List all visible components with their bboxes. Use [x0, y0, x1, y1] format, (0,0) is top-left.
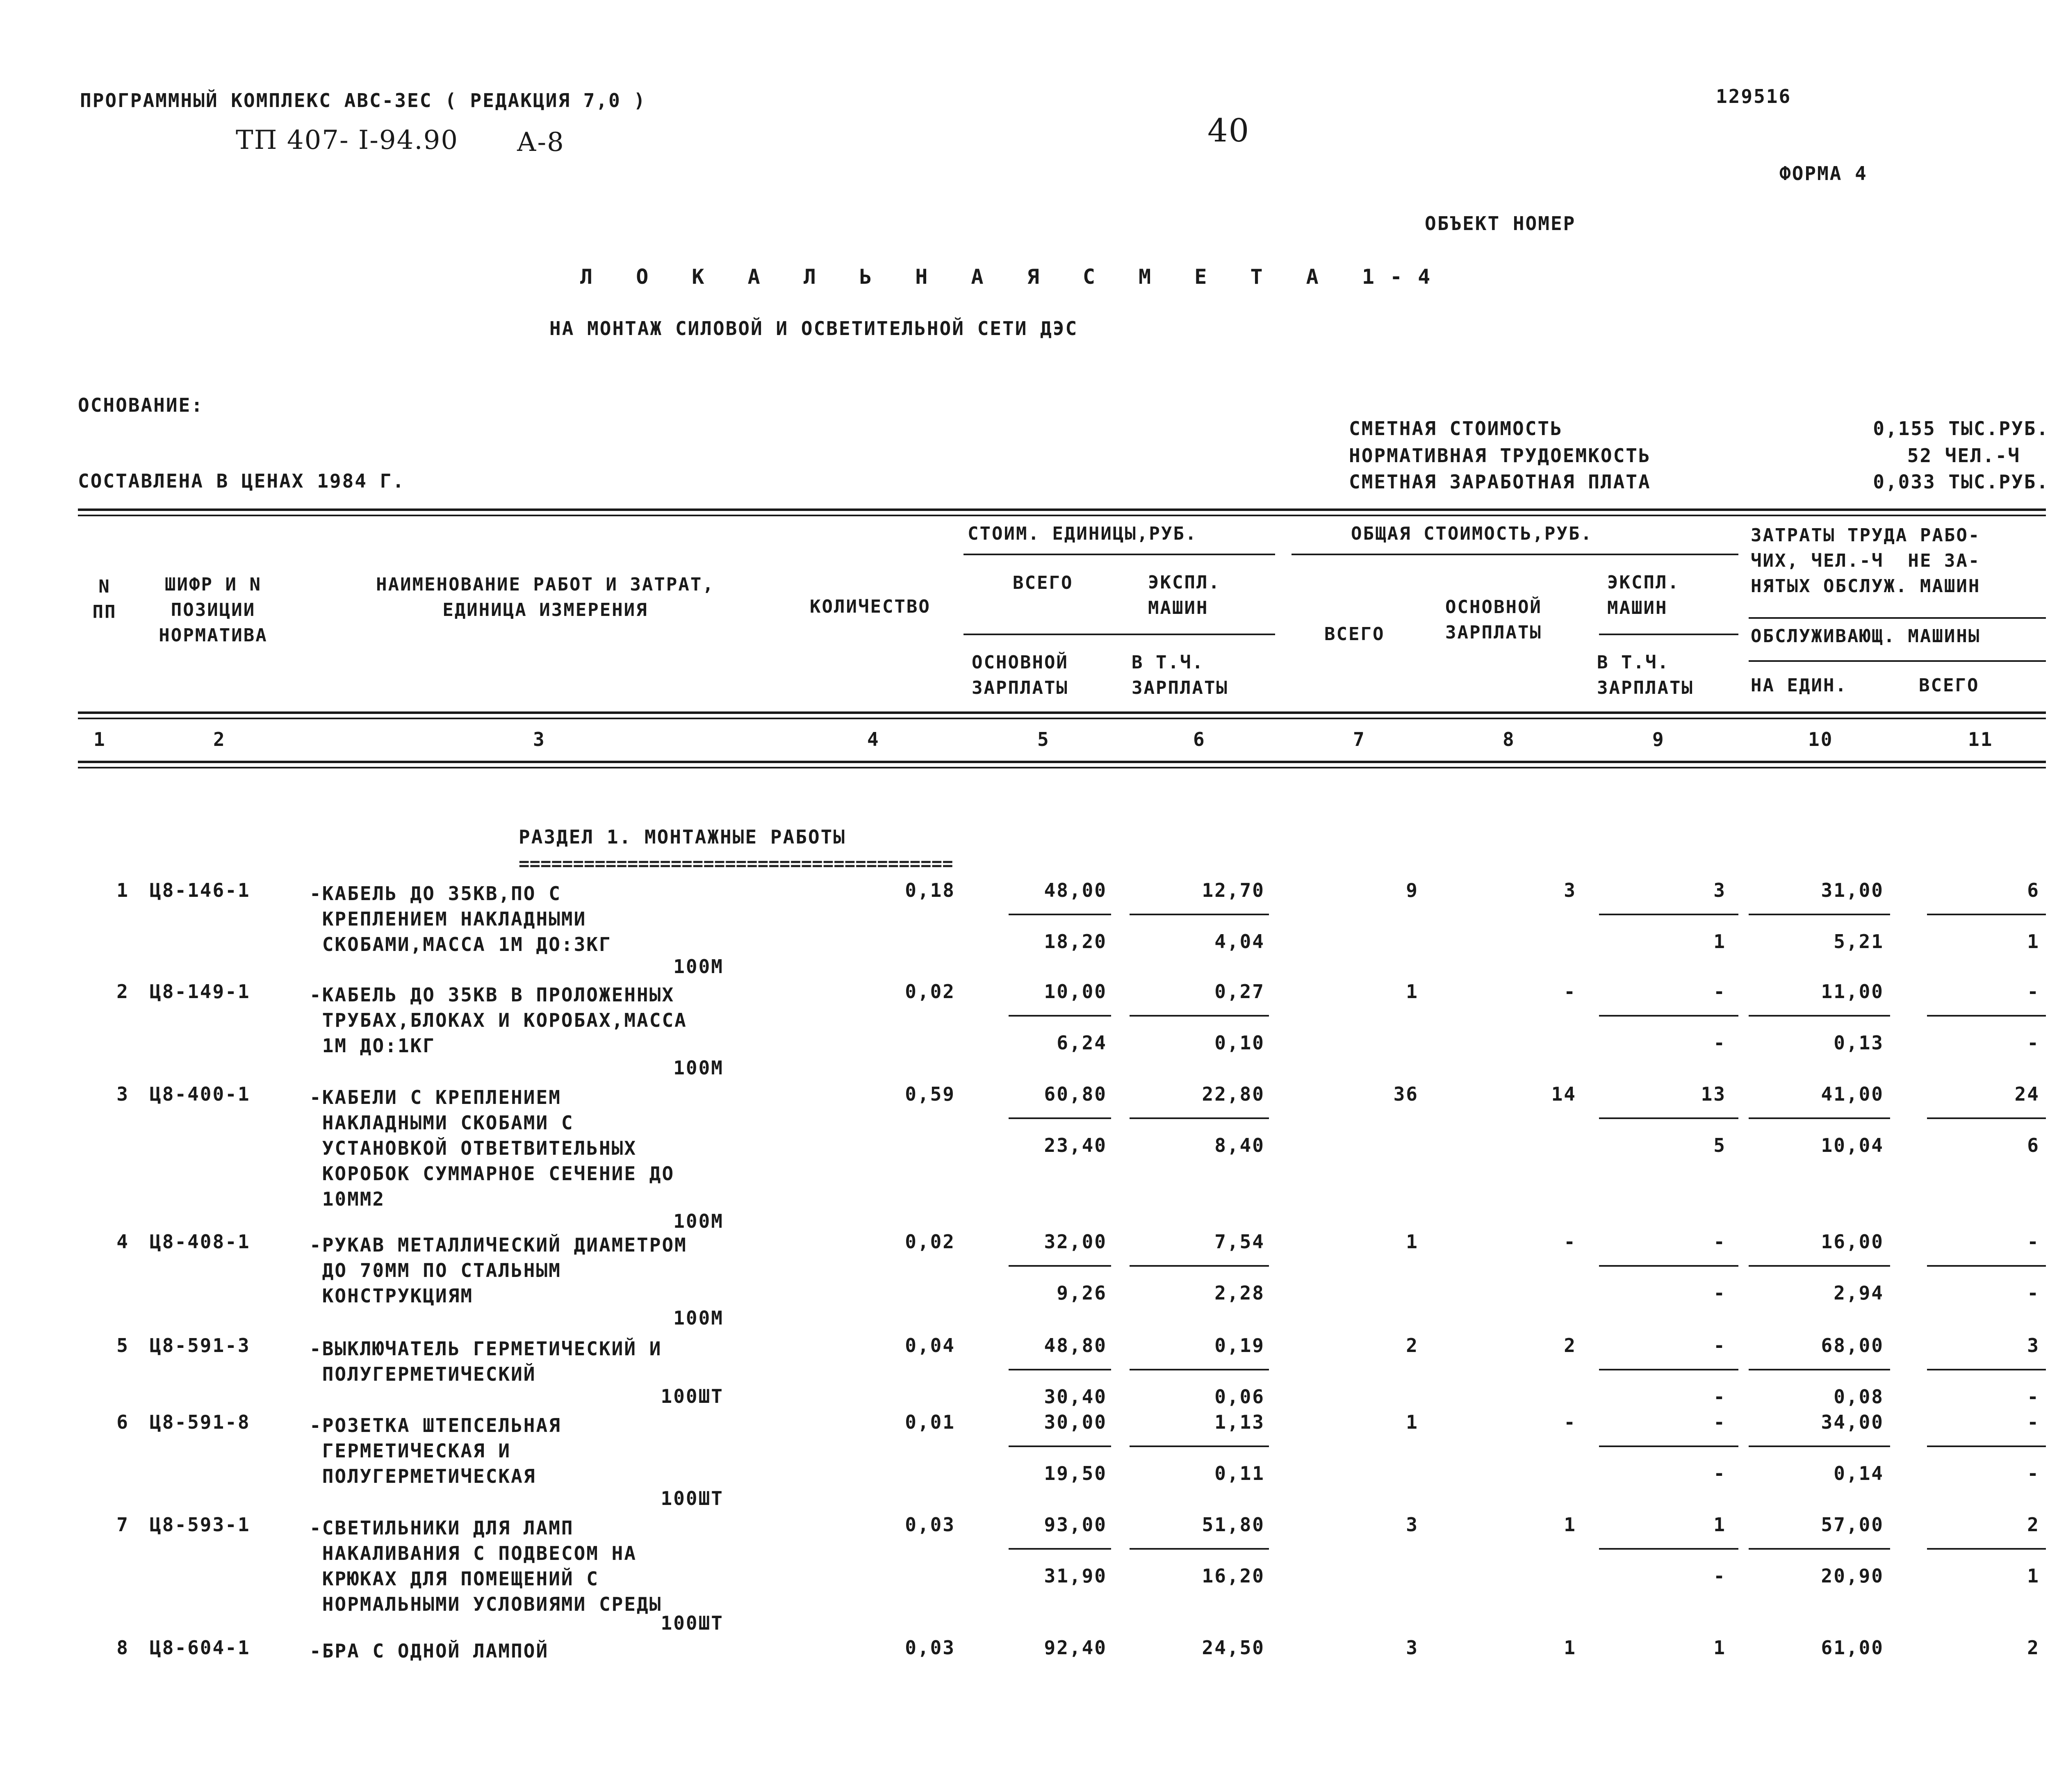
row-unit-wage: 30,40 — [1044, 1386, 1107, 1408]
cell-divider — [1130, 914, 1269, 915]
row-code: Ц8-591-8 — [150, 1411, 251, 1433]
summary-value: 0,155 ТЫС.РУБ. — [1873, 417, 2049, 440]
row-unit-total: 48,00 — [1044, 879, 1107, 901]
row-labor-unit: 11,00 — [1821, 980, 1884, 1003]
cell-divider — [1927, 1015, 2046, 1017]
basis-label: ОСНОВАНИЕ: — [78, 394, 204, 416]
row-total-wage: 3 — [1564, 879, 1576, 901]
col-header-total-incl-wage: В Т.Ч. ЗАРПЛАТЫ — [1597, 652, 1694, 698]
col-header-number: N ПП — [92, 576, 117, 622]
row-unit-total: 30,00 — [1044, 1411, 1107, 1433]
row-total-incl-wage: - — [1713, 1462, 1726, 1484]
numbers-bottom-rule — [78, 767, 2046, 768]
row-quantity: 0,18 — [905, 879, 955, 901]
row-code: Ц8-591-3 — [150, 1334, 251, 1357]
col-header-total-cost: ОБЩАЯ СТОИМОСТЬ,РУБ. — [1351, 523, 1593, 544]
row-number: 7 — [116, 1514, 129, 1536]
cell-divider — [1927, 1265, 2046, 1267]
row-labor-total-2: - — [2027, 1462, 2040, 1484]
row-unit-incl-wage: 2,28 — [1214, 1282, 1265, 1304]
row-labor-total-2: 1 — [2027, 930, 2040, 953]
row-quantity: 0,59 — [905, 1083, 955, 1105]
row-unit-total: 32,00 — [1044, 1231, 1107, 1253]
row-total-all: 36 — [1393, 1083, 1419, 1105]
row-unit-wage: 18,20 — [1044, 930, 1107, 953]
row-name: -КАБЕЛЬ ДО 35КВ,ПО С КРЕПЛЕНИЕМ НАКЛАДНЫМИ СКОБАМИ,МАССА 1М ДО:3КГ — [310, 882, 612, 955]
section-underline: ======================================== — [519, 853, 953, 874]
row-unit-incl-wage: 0,11 — [1214, 1462, 1265, 1484]
row-code: Ц8-604-1 — [150, 1637, 251, 1659]
row-total-wage: - — [1564, 1231, 1576, 1253]
numbers-bottom-rule — [78, 761, 2046, 763]
row-total-machines: 1 — [1713, 1514, 1726, 1536]
cell-divider — [1749, 914, 1890, 915]
row-total-wage: 14 — [1551, 1083, 1576, 1105]
row-quantity: 0,04 — [905, 1334, 955, 1357]
summary-value: 52 ЧЕЛ.-Ч — [1907, 445, 2020, 467]
row-number: 2 — [116, 980, 129, 1003]
col-header-unit-wage: ОСНОВНОЙ ЗАРПЛАТЫ — [972, 652, 1068, 698]
row-total-wage: 1 — [1564, 1514, 1576, 1536]
row-labor-unit-2: 10,04 — [1821, 1134, 1884, 1156]
header-bottom-rule — [78, 718, 2046, 719]
summary-label: СМЕТНАЯ СТОИМОСТЬ — [1349, 417, 1563, 440]
row-name: -КАБЕЛИ С КРЕПЛЕНИЕМ НАКЛАДНЫМИ СКОБАМИ С УСТАНОВКОЙ ОТВЕТВИТЕЛЬНЫХ КОРОБОК СУММАРНОЕ СЕЧЕНИЕ ДО 10ММ2 — [310, 1086, 675, 1210]
row-number: 4 — [116, 1231, 129, 1253]
row-total-machines: - — [1713, 1411, 1726, 1433]
column-number: 1 — [93, 728, 106, 750]
row-labor-total-2: 6 — [2027, 1134, 2040, 1156]
row-total-incl-wage: 1 — [1713, 930, 1726, 953]
cell-divider — [1927, 1369, 2046, 1370]
row-total-all: 3 — [1406, 1637, 1419, 1659]
row-labor-total: 2 — [2027, 1514, 2040, 1536]
row-labor-total: 6 — [2027, 879, 2040, 901]
row-labor-total: - — [2027, 1411, 2040, 1433]
row-total-machines: - — [1713, 980, 1726, 1003]
row-unit-machines: 0,27 — [1214, 980, 1265, 1003]
row-labor-unit-2: 5,21 — [1834, 930, 1884, 953]
row-labor-total-2: - — [2027, 1282, 2040, 1304]
row-unit: 100ШТ — [661, 1612, 724, 1634]
col-header-unit-incl-wage: В Т.Ч. ЗАРПЛАТЫ — [1132, 652, 1228, 698]
cell-divider — [1009, 1117, 1111, 1119]
row-total-incl-wage: - — [1713, 1386, 1726, 1408]
row-labor-total: 24 — [2014, 1083, 2040, 1105]
row-unit-incl-wage: 16,20 — [1202, 1565, 1265, 1587]
row-total-incl-wage: - — [1713, 1032, 1726, 1054]
cell-divider — [1599, 1369, 1738, 1370]
summary-label: СМЕТНАЯ ЗАРАБОТНАЯ ПЛАТА — [1349, 471, 1651, 493]
row-code: Ц8-408-1 — [150, 1231, 251, 1253]
album-code: А-8 — [517, 127, 565, 157]
col-header-total-machines: ЭКСПЛ. МАШИН — [1607, 572, 1680, 618]
row-unit-machines: 12,70 — [1202, 879, 1265, 901]
cell-divider — [1749, 1548, 1890, 1550]
row-code: Ц8-149-1 — [150, 980, 251, 1003]
row-unit-machines: 24,50 — [1202, 1637, 1265, 1659]
row-labor-unit: 61,00 — [1821, 1637, 1884, 1659]
program-line: ПРОГРАММНЫЙ КОМПЛЕКС АВС-ЗЕС ( РЕДАКЦИЯ 7,0 ) — [80, 89, 647, 112]
row-total-machines: - — [1713, 1231, 1726, 1253]
page-title: Л О К А Л Ь Н А Я С М Е Т А 1-4 — [580, 265, 1446, 289]
row-unit-machines: 22,80 — [1202, 1083, 1265, 1105]
row-unit-total: 48,80 — [1044, 1334, 1107, 1357]
row-labor-total: - — [2027, 980, 2040, 1003]
row-unit-machines: 1,13 — [1214, 1411, 1265, 1433]
column-number: 7 — [1353, 728, 1366, 750]
row-total-wage: - — [1564, 1411, 1576, 1433]
header-bottom-rule — [78, 711, 2046, 714]
row-unit-total: 92,40 — [1044, 1637, 1107, 1659]
cell-divider — [1130, 1015, 1269, 1017]
row-unit-incl-wage: 4,04 — [1214, 930, 1265, 953]
rule — [963, 554, 1275, 555]
row-name: -РОЗЕТКА ШТЕПСЕЛЬНАЯ ГЕРМЕТИЧЕСКАЯ И ПОЛУГЕРМЕТИЧЕСКАЯ — [310, 1414, 561, 1487]
row-name: -СВЕТИЛЬНИКИ ДЛЯ ЛАМП НАКАЛИВАНИЯ С ПОДВЕСОМ НА КРЮКАХ ДЛЯ ПОМЕЩЕНИЙ С НОРМАЛЬНЫМИ УСЛОВИЯМИ СРЕДЫ — [310, 1517, 662, 1615]
row-code: Ц8-146-1 — [150, 879, 251, 901]
row-labor-unit: 57,00 — [1821, 1514, 1884, 1536]
row-number: 5 — [116, 1334, 129, 1357]
cell-divider — [1130, 1445, 1269, 1447]
row-unit-wage: 23,40 — [1044, 1134, 1107, 1156]
col-header-name: НАИМЕНОВАНИЕ РАБОТ И ЗАТРАТ, ЕДИНИЦА ИЗМЕРЕНИЯ — [376, 574, 715, 620]
header-top-rule — [78, 515, 2046, 516]
row-total-all: 2 — [1406, 1334, 1419, 1357]
row-unit-total: 60,80 — [1044, 1083, 1107, 1105]
column-number: 3 — [533, 728, 546, 750]
row-code: Ц8-593-1 — [150, 1514, 251, 1536]
row-labor-unit: 31,00 — [1821, 879, 1884, 901]
section-title: РАЗДЕЛ 1. МОНТАЖНЫЕ РАБОТЫ — [519, 826, 846, 848]
cell-divider — [1130, 1265, 1269, 1267]
row-number: 3 — [116, 1083, 129, 1105]
row-name: -КАБЕЛЬ ДО 35КВ В ПРОЛОЖЕННЫХ ТРУБАХ,БЛОКАХ И КОРОБАХ,МАССА 1М ДО:1КГ — [310, 984, 687, 1057]
rule — [1749, 617, 2046, 619]
cell-divider — [1749, 1015, 1890, 1017]
cell-divider — [1749, 1445, 1890, 1447]
row-total-all: 9 — [1406, 879, 1419, 901]
col-header-total-wage: ОСНОВНОЙ ЗАРПЛАТЫ — [1445, 597, 1542, 643]
row-total-all: 1 — [1406, 1411, 1419, 1433]
row-number: 1 — [116, 879, 129, 901]
row-code: Ц8-400-1 — [150, 1083, 251, 1105]
row-total-wage: 2 — [1564, 1334, 1576, 1357]
cell-divider — [1130, 1369, 1269, 1370]
column-number: 2 — [213, 728, 226, 750]
col-header-quantity: КОЛИЧЕСТВО — [810, 596, 931, 617]
cell-divider — [1009, 1369, 1111, 1370]
row-labor-unit-2: 0,13 — [1834, 1032, 1884, 1054]
row-total-all: 3 — [1406, 1514, 1419, 1536]
row-name: -ВЫКЛЮЧАТЕЛЬ ГЕРМЕТИЧЕСКИЙ И ПОЛУГЕРМЕТИЧЕСКИЙ — [310, 1338, 662, 1385]
col-header-unit-total: ВСЕГО — [1013, 572, 1073, 593]
col-header-unit-machines: ЭКСПЛ. МАШИН — [1148, 572, 1221, 618]
row-unit-wage: 31,90 — [1044, 1565, 1107, 1587]
cell-divider — [1009, 914, 1111, 915]
summary-label: НОРМАТИВНАЯ ТРУДОЕМКОСТЬ — [1349, 445, 1651, 467]
column-number: 8 — [1503, 728, 1515, 750]
column-number: 11 — [1968, 728, 1993, 750]
object-number-label: ОБЪЕКТ НОМЕР — [1425, 212, 1576, 235]
project-code: ТП 407- І-94.90 — [236, 125, 459, 155]
cell-divider — [1009, 1265, 1111, 1267]
row-total-machines: 13 — [1701, 1083, 1726, 1105]
rule — [963, 634, 1275, 635]
summary-value: 0,033 ТЫС.РУБ. — [1873, 471, 2049, 493]
column-number: 5 — [1037, 728, 1050, 750]
col-header-labor-serving: ОБСЛУЖИВАЮЩ. МАШИНЫ — [1751, 626, 1981, 647]
row-unit-wage: 6,24 — [1057, 1032, 1107, 1054]
row-unit-machines: 51,80 — [1202, 1514, 1265, 1536]
row-labor-unit-2: 2,94 — [1834, 1282, 1884, 1304]
cell-divider — [1927, 1548, 2046, 1550]
row-unit-total: 93,00 — [1044, 1514, 1107, 1536]
cell-divider — [1599, 1548, 1738, 1550]
row-unit: 100М — [673, 1210, 724, 1232]
row-total-machines: 1 — [1713, 1637, 1726, 1659]
row-unit-total: 10,00 — [1044, 980, 1107, 1003]
row-labor-total: 3 — [2027, 1334, 2040, 1357]
row-labor-unit: 16,00 — [1821, 1231, 1884, 1253]
cell-divider — [1749, 1117, 1890, 1119]
column-number: 4 — [867, 728, 880, 750]
row-name: -РУКАВ МЕТАЛЛИЧЕСКИЙ ДИАМЕТРОМ ДО 70ММ ПО СТАЛЬНЫМ КОНСТРУКЦИЯМ — [310, 1234, 687, 1307]
row-unit-incl-wage: 0,06 — [1214, 1386, 1265, 1408]
cell-divider — [1599, 1445, 1738, 1447]
row-labor-unit: 41,00 — [1821, 1083, 1884, 1105]
row-total-all: 1 — [1406, 980, 1419, 1003]
row-unit: 100М — [673, 1307, 724, 1329]
row-unit: 100М — [673, 1057, 724, 1079]
row-labor-unit: 68,00 — [1821, 1334, 1884, 1357]
row-name: -БРА С ОДНОЙ ЛАМПОЙ — [310, 1640, 549, 1662]
cell-divider — [1130, 1548, 1269, 1550]
cell-divider — [1599, 1117, 1738, 1119]
row-total-machines: 3 — [1713, 879, 1726, 901]
page-subtitle: НА МОНТАЖ СИЛОВОЙ И ОСВЕТИТЕЛЬНОЙ СЕТИ ДЭС — [549, 317, 1078, 340]
row-total-machines: - — [1713, 1334, 1726, 1357]
cell-divider — [1130, 1117, 1269, 1119]
row-total-incl-wage: - — [1713, 1282, 1726, 1304]
row-labor-total-2: - — [2027, 1386, 2040, 1408]
row-quantity: 0,03 — [905, 1514, 955, 1536]
col-header-unit-cost: СТОИМ. ЕДИНИЦЫ,РУБ. — [968, 523, 1198, 544]
prices-label: СОСТАВЛЕНА В ЦЕНАХ 1984 Г. — [78, 470, 405, 492]
row-unit: 100М — [673, 955, 724, 978]
column-number: 10 — [1808, 728, 1834, 750]
cell-divider — [1599, 914, 1738, 915]
rule — [1599, 634, 1738, 635]
cell-divider — [1927, 1445, 2046, 1447]
row-unit-incl-wage: 0,10 — [1214, 1032, 1265, 1054]
cell-divider — [1749, 1265, 1890, 1267]
column-number: 6 — [1193, 728, 1206, 750]
row-unit-wage: 9,26 — [1057, 1282, 1107, 1304]
row-labor-total-2: 1 — [2027, 1565, 2040, 1587]
row-total-wage: 1 — [1564, 1637, 1576, 1659]
row-number: 8 — [116, 1637, 129, 1659]
col-header-labor: ЗАТРАТЫ ТРУДА РАБО- ЧИХ, ЧЕЛ.-Ч НЕ ЗА- НЯТЫХ ОБСЛУЖ. МАШИН — [1751, 525, 1981, 597]
col-header-labor-unit: НА ЕДИН. — [1751, 675, 1847, 696]
row-number: 6 — [116, 1411, 129, 1433]
col-header-code: ШИФР И N ПОЗИЦИИ НОРМАТИВА — [159, 574, 268, 646]
cell-divider — [1749, 1369, 1890, 1370]
row-total-incl-wage: 5 — [1713, 1134, 1726, 1156]
row-labor-unit-2: 0,08 — [1834, 1386, 1884, 1408]
row-total-incl-wage: - — [1713, 1565, 1726, 1587]
row-unit: 100ШТ — [661, 1487, 724, 1509]
col-header-total-all: ВСЕГО — [1324, 624, 1385, 645]
row-labor-unit: 34,00 — [1821, 1411, 1884, 1433]
row-quantity: 0,02 — [905, 980, 955, 1003]
row-unit-wage: 19,50 — [1044, 1462, 1107, 1484]
row-quantity: 0,01 — [905, 1411, 955, 1433]
cell-divider — [1927, 1117, 2046, 1119]
header-top-rule — [78, 508, 2046, 511]
document-id: 129516 — [1716, 85, 1792, 107]
cell-divider — [1599, 1265, 1738, 1267]
row-unit: 100ШТ — [661, 1385, 724, 1407]
row-unit-incl-wage: 8,40 — [1214, 1134, 1265, 1156]
cell-divider — [1009, 1445, 1111, 1447]
form-number: ФОРМА 4 — [1779, 162, 1868, 185]
row-unit-machines: 0,19 — [1214, 1334, 1265, 1357]
cell-divider — [1927, 914, 2046, 915]
row-labor-total: 2 — [2027, 1637, 2040, 1659]
row-total-all: 1 — [1406, 1231, 1419, 1253]
row-unit-machines: 7,54 — [1214, 1231, 1265, 1253]
row-labor-total: - — [2027, 1231, 2040, 1253]
row-quantity: 0,02 — [905, 1231, 955, 1253]
cell-divider — [1009, 1548, 1111, 1550]
cell-divider — [1599, 1015, 1738, 1017]
col-header-labor-total: ВСЕГО — [1919, 675, 1979, 696]
row-labor-unit-2: 0,14 — [1834, 1462, 1884, 1484]
rule — [1749, 660, 2046, 662]
row-labor-total-2: - — [2027, 1032, 2040, 1054]
cell-divider — [1009, 1015, 1111, 1017]
rule — [1292, 554, 1738, 555]
row-labor-unit-2: 20,90 — [1821, 1565, 1884, 1587]
row-quantity: 0,03 — [905, 1637, 955, 1659]
page-number: 40 — [1207, 112, 1250, 149]
column-number: 9 — [1652, 728, 1665, 750]
row-total-wage: - — [1564, 980, 1576, 1003]
